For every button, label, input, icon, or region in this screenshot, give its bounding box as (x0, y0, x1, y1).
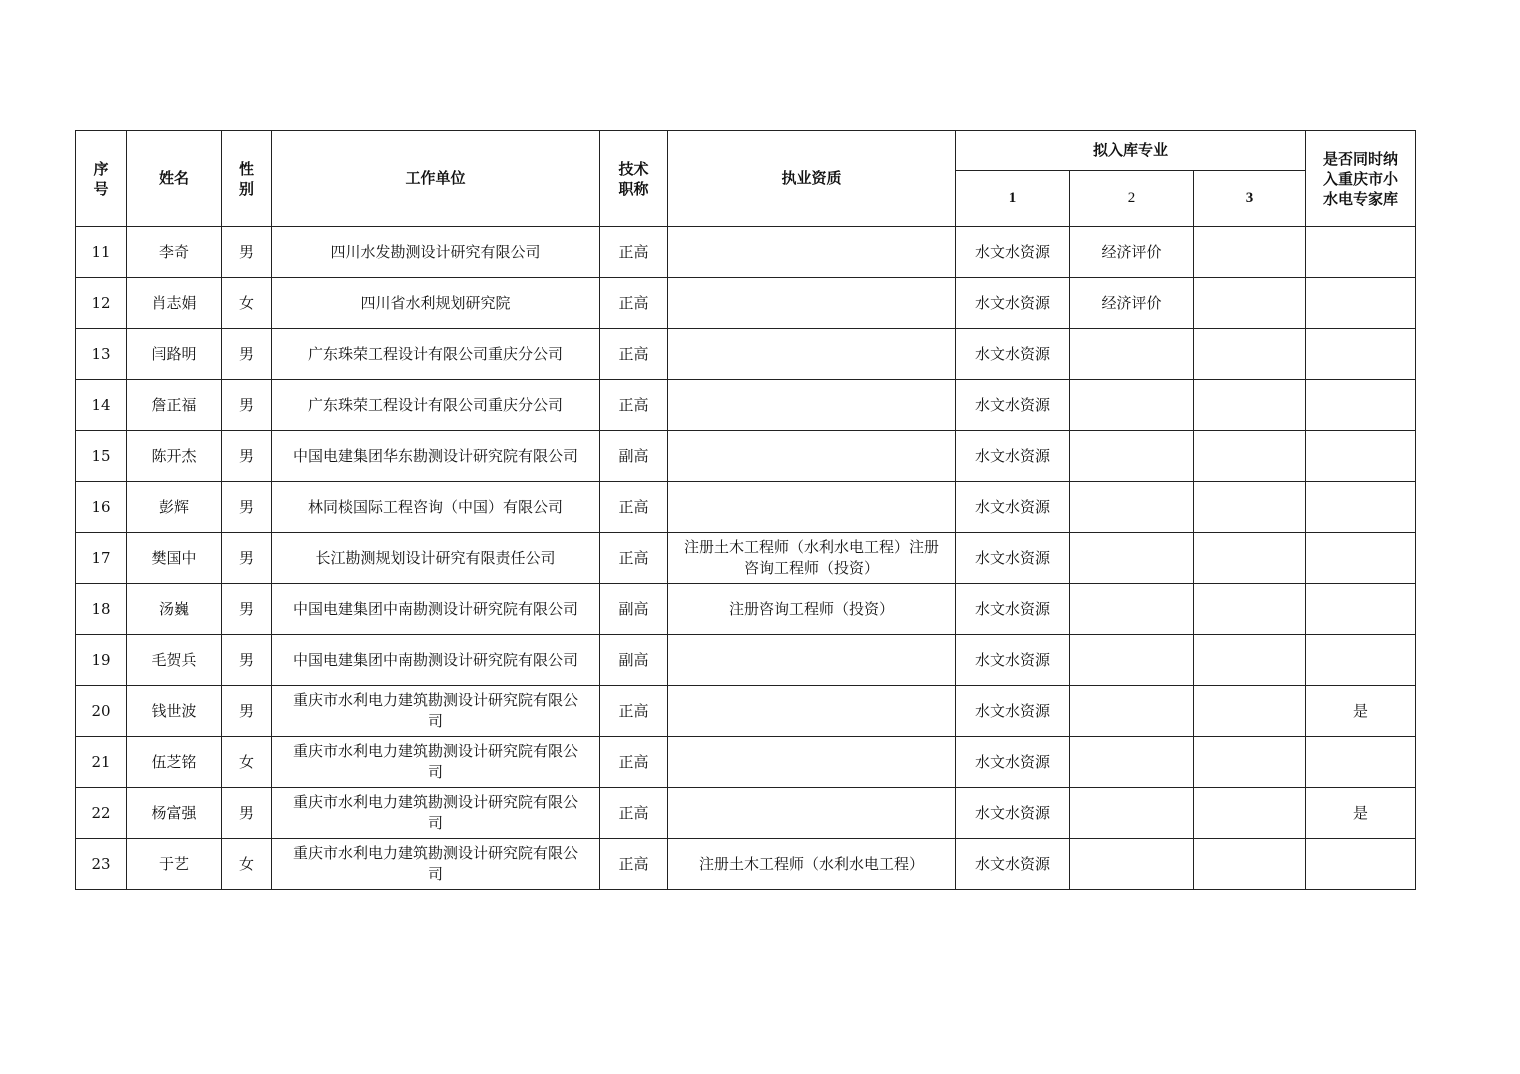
cell-title: 正高 (600, 482, 668, 533)
cell-title: 正高 (600, 227, 668, 278)
cell-index: 20 (76, 686, 127, 737)
cell-specialty-1: 水文水资源 (956, 431, 1070, 482)
cell-qualification (668, 737, 956, 788)
cell-employer: 中国电建集团中南勘测设计研究院有限公司 (272, 635, 600, 686)
header-employer: 工作单位 (272, 131, 600, 227)
cell-qualification (668, 278, 956, 329)
cell-name: 闫路明 (127, 329, 222, 380)
table-row (76, 584, 1416, 635)
table-row (76, 227, 1416, 278)
cell-index: 13 (76, 329, 127, 380)
cell-index: 22 (76, 788, 127, 839)
cell-qualification: 注册土木工程师（水利水电工程）注册咨询工程师（投资） (668, 533, 956, 584)
cell-name: 钱世波 (127, 686, 222, 737)
cell-specialty-1: 水文水资源 (956, 533, 1070, 584)
cell-gender: 女 (222, 737, 272, 788)
cell-employer: 四川省水利规划研究院 (272, 278, 600, 329)
cell-specialty-1: 水文水资源 (956, 278, 1070, 329)
cell-specialty-2 (1070, 329, 1194, 380)
cell-name: 肖志娟 (127, 278, 222, 329)
cell-index: 11 (76, 227, 127, 278)
cell-name: 杨富强 (127, 788, 222, 839)
cell-specialty-2 (1070, 839, 1194, 890)
cell-employer: 广东珠荣工程设计有限公司重庆分公司 (272, 329, 600, 380)
table-row (76, 482, 1416, 533)
cell-specialty-2 (1070, 533, 1194, 584)
cell-gender: 男 (222, 380, 272, 431)
cell-specialty-2 (1070, 788, 1194, 839)
table-row (76, 329, 1416, 380)
expert-roster-sheet (75, 130, 1415, 890)
expert-roster-table (75, 130, 1416, 890)
table-row (76, 686, 1416, 737)
cell-gender: 男 (222, 788, 272, 839)
header-qualification: 执业资质 (668, 131, 956, 227)
cell-employer: 中国电建集团华东勘测设计研究院有限公司 (272, 431, 600, 482)
cell-employer: 重庆市水利电力建筑勘测设计研究院有限公司 (272, 686, 600, 737)
cell-index: 14 (76, 380, 127, 431)
cell-employer: 广东珠荣工程设计有限公司重庆分公司 (272, 380, 600, 431)
table-row (76, 533, 1416, 584)
table-body (76, 227, 1416, 890)
cell-also-small-hydro (1306, 737, 1416, 788)
cell-also-small-hydro (1306, 584, 1416, 635)
table-row (76, 788, 1416, 839)
cell-qualification (668, 635, 956, 686)
cell-specialty-3 (1194, 431, 1306, 482)
cell-employer: 重庆市水利电力建筑勘测设计研究院有限公司 (272, 737, 600, 788)
table-header (76, 131, 1416, 227)
cell-index: 21 (76, 737, 127, 788)
cell-index: 15 (76, 431, 127, 482)
cell-gender: 男 (222, 482, 272, 533)
cell-specialty-2 (1070, 482, 1194, 533)
cell-specialty-2 (1070, 584, 1194, 635)
cell-also-small-hydro (1306, 839, 1416, 890)
cell-qualification (668, 686, 956, 737)
cell-qualification (668, 329, 956, 380)
cell-specialty-1: 水文水资源 (956, 329, 1070, 380)
cell-qualification (668, 788, 956, 839)
header-name: 姓名 (127, 131, 222, 227)
cell-specialty-3 (1194, 227, 1306, 278)
header-title: 技术职称 (600, 131, 668, 227)
cell-gender: 男 (222, 431, 272, 482)
cell-also-small-hydro (1306, 227, 1416, 278)
cell-gender: 男 (222, 584, 272, 635)
cell-specialty-3 (1194, 788, 1306, 839)
cell-specialty-1: 水文水资源 (956, 788, 1070, 839)
cell-specialty-1: 水文水资源 (956, 686, 1070, 737)
header-specialty-1: 1 (956, 171, 1070, 227)
cell-title: 副高 (600, 635, 668, 686)
cell-specialty-3 (1194, 482, 1306, 533)
cell-title: 正高 (600, 380, 668, 431)
cell-also-small-hydro: 是 (1306, 788, 1416, 839)
table-row (76, 431, 1416, 482)
cell-gender: 女 (222, 278, 272, 329)
cell-specialty-3 (1194, 839, 1306, 890)
cell-gender: 男 (222, 533, 272, 584)
cell-gender: 男 (222, 329, 272, 380)
cell-specialty-3 (1194, 584, 1306, 635)
cell-title: 正高 (600, 737, 668, 788)
cell-title: 副高 (600, 431, 668, 482)
cell-specialty-2: 经济评价 (1070, 278, 1194, 329)
cell-specialty-2 (1070, 431, 1194, 482)
cell-name: 于艺 (127, 839, 222, 890)
cell-specialty-1: 水文水资源 (956, 380, 1070, 431)
cell-also-small-hydro (1306, 482, 1416, 533)
header-gender: 性别 (222, 131, 272, 227)
cell-name: 汤巍 (127, 584, 222, 635)
cell-specialty-1: 水文水资源 (956, 635, 1070, 686)
cell-gender: 男 (222, 686, 272, 737)
cell-gender: 男 (222, 635, 272, 686)
cell-specialty-2 (1070, 737, 1194, 788)
cell-index: 23 (76, 839, 127, 890)
cell-specialty-3 (1194, 329, 1306, 380)
table-row (76, 839, 1416, 890)
cell-index: 12 (76, 278, 127, 329)
cell-specialty-3 (1194, 380, 1306, 431)
cell-name: 樊国中 (127, 533, 222, 584)
table-row (76, 635, 1416, 686)
cell-employer: 长江勘测规划设计研究有限责任公司 (272, 533, 600, 584)
cell-specialty-3 (1194, 686, 1306, 737)
cell-qualification (668, 227, 956, 278)
cell-qualification (668, 482, 956, 533)
cell-name: 詹正福 (127, 380, 222, 431)
table-row (76, 737, 1416, 788)
cell-name: 李奇 (127, 227, 222, 278)
cell-title: 副高 (600, 584, 668, 635)
cell-specialty-2 (1070, 380, 1194, 431)
cell-title: 正高 (600, 533, 668, 584)
cell-gender: 女 (222, 839, 272, 890)
header-index: 序号 (76, 131, 127, 227)
cell-title: 正高 (600, 278, 668, 329)
cell-specialty-3 (1194, 737, 1306, 788)
cell-employer: 四川水发勘测设计研究有限公司 (272, 227, 600, 278)
cell-employer: 重庆市水利电力建筑勘测设计研究院有限公司 (272, 788, 600, 839)
cell-title: 正高 (600, 788, 668, 839)
cell-specialty-1: 水文水资源 (956, 839, 1070, 890)
cell-name: 陈开杰 (127, 431, 222, 482)
cell-name: 伍芝铭 (127, 737, 222, 788)
cell-qualification: 注册咨询工程师（投资） (668, 584, 956, 635)
cell-specialty-1: 水文水资源 (956, 227, 1070, 278)
cell-also-small-hydro (1306, 278, 1416, 329)
cell-specialty-2 (1070, 635, 1194, 686)
cell-index: 17 (76, 533, 127, 584)
header-specialty-2: 2 (1070, 171, 1194, 227)
cell-qualification (668, 380, 956, 431)
cell-title: 正高 (600, 686, 668, 737)
cell-also-small-hydro: 是 (1306, 686, 1416, 737)
cell-also-small-hydro (1306, 635, 1416, 686)
cell-also-small-hydro (1306, 380, 1416, 431)
header-specialty-group: 拟入库专业 (956, 131, 1306, 171)
cell-also-small-hydro (1306, 329, 1416, 380)
cell-employer: 重庆市水利电力建筑勘测设计研究院有限公司 (272, 839, 600, 890)
cell-qualification (668, 431, 956, 482)
cell-specialty-1: 水文水资源 (956, 737, 1070, 788)
header-also-small-hydro: 是否同时纳入重庆市小水电专家库 (1306, 131, 1416, 227)
cell-specialty-3 (1194, 533, 1306, 584)
cell-title: 正高 (600, 839, 668, 890)
cell-specialty-3 (1194, 635, 1306, 686)
header-specialty-3: 3 (1194, 171, 1306, 227)
cell-name: 彭辉 (127, 482, 222, 533)
cell-index: 16 (76, 482, 127, 533)
cell-name: 毛贺兵 (127, 635, 222, 686)
cell-index: 19 (76, 635, 127, 686)
cell-specialty-2: 经济评价 (1070, 227, 1194, 278)
cell-specialty-3 (1194, 278, 1306, 329)
cell-employer: 林同棪国际工程咨询（中国）有限公司 (272, 482, 600, 533)
cell-qualification: 注册土木工程师（水利水电工程） (668, 839, 956, 890)
table-row (76, 380, 1416, 431)
table-row (76, 278, 1416, 329)
cell-specialty-2 (1070, 686, 1194, 737)
cell-gender: 男 (222, 227, 272, 278)
cell-also-small-hydro (1306, 533, 1416, 584)
cell-employer: 中国电建集团中南勘测设计研究院有限公司 (272, 584, 600, 635)
cell-index: 18 (76, 584, 127, 635)
cell-title: 正高 (600, 329, 668, 380)
cell-also-small-hydro (1306, 431, 1416, 482)
cell-specialty-1: 水文水资源 (956, 584, 1070, 635)
cell-specialty-1: 水文水资源 (956, 482, 1070, 533)
